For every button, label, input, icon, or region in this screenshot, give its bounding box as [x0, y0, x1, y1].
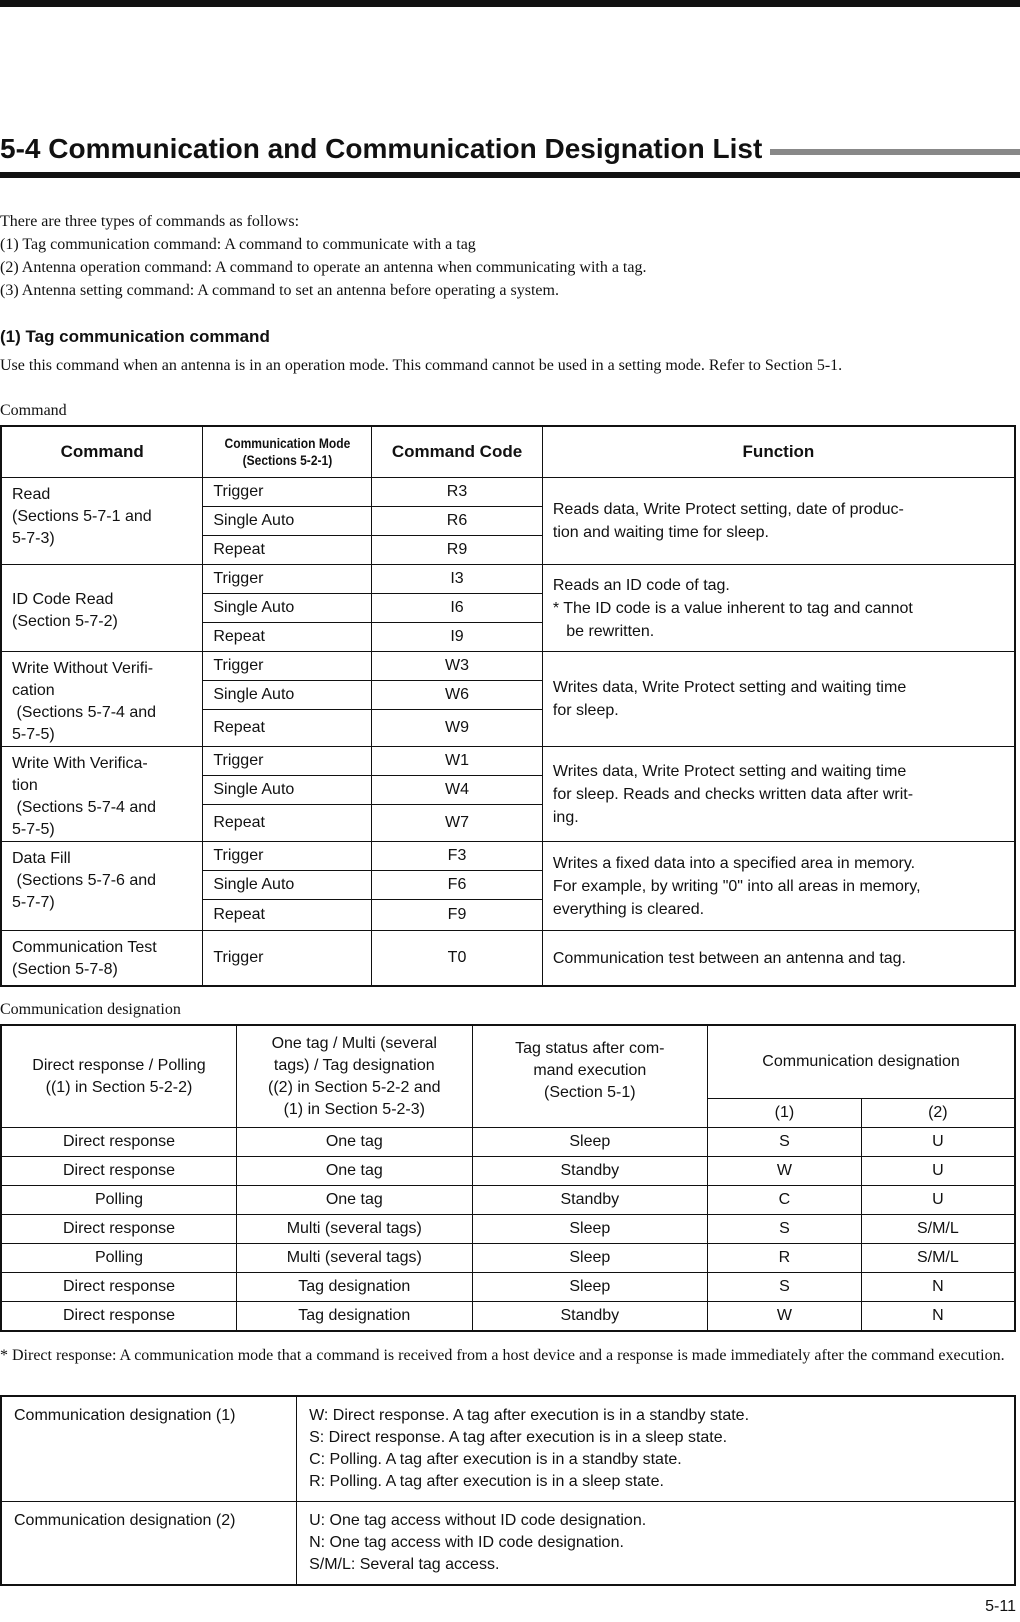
- code-cell: R6: [372, 507, 543, 536]
- code-cell: T0: [372, 931, 543, 987]
- command-name-cell: [1, 747, 203, 842]
- command-line: 5-7-7): [12, 894, 55, 911]
- table-cell: U: [861, 1157, 1015, 1186]
- command-name-cell: [1, 652, 203, 747]
- mode-cell: Repeat: [203, 710, 372, 747]
- command-line: Write With Verifica-: [12, 755, 148, 772]
- command-name-cell: [1, 842, 203, 931]
- legend-line: C: Polling. A tag after execution is in a standby state.: [309, 1451, 682, 1468]
- command-line: Data Fill: [12, 850, 71, 867]
- header-line: One tag / Multi (several: [271, 1034, 437, 1052]
- command-table: [0, 425, 1016, 987]
- legend-description: [297, 1396, 1015, 1502]
- table-cell: Direct response: [1, 1128, 237, 1157]
- table-cell: One tag: [237, 1157, 473, 1186]
- mode-cell: Repeat: [203, 900, 372, 931]
- mode-cell: Trigger: [203, 478, 372, 507]
- table-cell: Sleep: [472, 1244, 708, 1273]
- function-cell: [542, 842, 1015, 931]
- function-line: Writes data, Write Protect setting and waiting time: [552, 679, 907, 696]
- header-tag-type: [237, 1025, 473, 1128]
- header-mode-line: Communication Mode: [224, 435, 351, 451]
- table-row: [1, 478, 1015, 507]
- command-name-cell: [1, 565, 203, 652]
- table-row: [1, 1215, 1015, 1244]
- table-cell: Sleep: [472, 1215, 708, 1244]
- code-cell: R3: [372, 478, 543, 507]
- command-line: (Sections 5-7-1 and: [12, 508, 152, 525]
- table-cell: S/M/L: [861, 1244, 1015, 1273]
- function-line: ing.: [552, 808, 579, 826]
- intro-line: There are three types of commands as follows:: [0, 213, 300, 230]
- legend-line: S/M/L: Several tag access.: [309, 1556, 500, 1573]
- command-line: (Sections 5-7-6 and: [12, 872, 157, 889]
- code-cell: R9: [372, 536, 543, 565]
- page-number: 5-11: [985, 1598, 1016, 1615]
- function-line: tion and waiting time for sleep.: [552, 524, 769, 541]
- code-cell: F9: [372, 900, 543, 931]
- command-line: 5-7-3): [12, 530, 55, 547]
- section-heading: [0, 131, 1020, 167]
- table-cell: Polling: [1, 1244, 237, 1273]
- table-header-row: [1, 1025, 1015, 1099]
- mode-cell: Trigger: [203, 652, 372, 681]
- header-command-code: Command Code: [372, 426, 543, 478]
- table-cell: N: [861, 1302, 1015, 1332]
- table-row: [1, 565, 1015, 594]
- table-cell: C: [708, 1186, 862, 1215]
- header-line: tags) / Tag designation: [273, 1056, 435, 1074]
- header-line: (Section 5-1): [544, 1084, 636, 1101]
- header-designation-2: (2): [861, 1099, 1015, 1128]
- header-direct-polling: [1, 1025, 237, 1128]
- table-cell: Polling: [1, 1186, 237, 1215]
- table-cell: S/M/L: [861, 1215, 1015, 1244]
- designation-table-caption: Communication designation: [0, 1001, 181, 1018]
- table-row: [1, 1502, 1015, 1586]
- table-cell: Multi (several tags): [237, 1244, 473, 1273]
- table-cell: Tag designation: [237, 1273, 473, 1302]
- mode-cell: Single Auto: [203, 871, 372, 900]
- table-cell: Direct response: [1, 1273, 237, 1302]
- header-command: Command: [1, 426, 203, 478]
- command-line: 5-7-5): [12, 821, 55, 838]
- table-cell: One tag: [237, 1128, 473, 1157]
- function-cell: [542, 652, 1015, 747]
- table-row: [1, 1128, 1015, 1157]
- command-name-cell: [1, 478, 203, 565]
- legend-description: [297, 1502, 1015, 1586]
- header-line: Direct response / Polling: [32, 1056, 206, 1074]
- function-line: Writes data, Write Protect setting and waiting time: [552, 762, 907, 780]
- table-row: [1, 652, 1015, 681]
- legend-line: U: One tag access without ID code designation.: [309, 1512, 647, 1529]
- footnote: * Direct response: A communication mode that a command is received from a host device and a response is made immediately after the command execution.: [0, 1347, 1005, 1364]
- function-line: Writes a fixed data into a specified area in memory.: [552, 854, 916, 872]
- function-line: For example, by writing "0" into all areas in memory,: [552, 877, 921, 895]
- code-cell: I3: [372, 565, 543, 594]
- code-cell: F3: [372, 842, 543, 871]
- command-line: cation: [12, 682, 55, 699]
- subsection-title: (1) Tag communication command: [0, 327, 270, 346]
- mode-cell: Repeat: [203, 805, 372, 842]
- mode-cell: Trigger: [203, 842, 372, 871]
- table-cell: S: [708, 1215, 862, 1244]
- command-table-caption: Command: [0, 402, 67, 419]
- table-cell: U: [861, 1128, 1015, 1157]
- table-cell: Standby: [472, 1302, 708, 1332]
- table-cell: Multi (several tags): [237, 1215, 473, 1244]
- legend-label: Communication designation (2): [1, 1502, 297, 1586]
- function-line: everything is cleared.: [552, 900, 705, 918]
- table-row: [1, 931, 1015, 987]
- legend-line: W: Direct response. A tag after execution is in a standby state.: [309, 1407, 750, 1424]
- table-row: [1, 1186, 1015, 1215]
- mode-cell: Repeat: [203, 536, 372, 565]
- code-cell: I6: [372, 594, 543, 623]
- table-row: [1, 1273, 1015, 1302]
- function-line: Reads data, Write Protect setting, date of produc-: [552, 501, 904, 518]
- designation-legend-table: [0, 1395, 1016, 1586]
- table-row: [1, 747, 1015, 776]
- command-line: Read: [12, 486, 51, 503]
- code-cell: W1: [372, 747, 543, 776]
- header-communication-designation: Communication designation: [708, 1025, 1015, 1099]
- page-title: 5-4 Communication and Communication Designation List: [0, 131, 770, 167]
- table-row: [1, 842, 1015, 871]
- function-line: for sleep. Reads and checks written data after writ-: [552, 785, 914, 803]
- intro: [0, 210, 1020, 302]
- legend-line: R: Polling. A tag after execution is in a sleep state.: [309, 1473, 664, 1490]
- mode-cell: Single Auto: [203, 681, 372, 710]
- code-cell: F6: [372, 871, 543, 900]
- subsection-description: Use this command when an antenna is in an operation mode. This command cannot be used in a setting mode. Refer to Section 5-1.: [0, 357, 843, 374]
- header-line: ((1) in Section 5-2-2): [45, 1078, 193, 1096]
- intro-line: (1) Tag communication command: A command to communicate with a tag: [0, 236, 476, 253]
- table-cell: Direct response: [1, 1157, 237, 1186]
- command-line: Write Without Verifi-: [12, 660, 154, 677]
- command-line: ID Code Read: [12, 591, 114, 608]
- table-cell: U: [861, 1186, 1015, 1215]
- command-line: (Section 5-7-8): [12, 961, 118, 978]
- legend-label: Communication designation (1): [1, 1396, 297, 1502]
- header-line: mand execution: [533, 1062, 647, 1079]
- designation-table: [0, 1024, 1016, 1332]
- command-line: (Sections 5-7-4 and: [12, 704, 157, 721]
- table-cell: Direct response: [1, 1302, 237, 1332]
- table-cell: Direct response: [1, 1215, 237, 1244]
- table-header-row: [1, 426, 1015, 478]
- table-cell: Sleep: [472, 1273, 708, 1302]
- mode-cell: Trigger: [203, 931, 372, 987]
- header-mode-line: (Sections 5-2-1): [242, 452, 333, 468]
- legend-line: S: Direct response. A tag after execution is in a sleep state.: [309, 1429, 728, 1446]
- function-line: be rewritten.: [552, 622, 655, 640]
- code-cell: W4: [372, 776, 543, 805]
- intro-line: (2) Antenna operation command: A command to operate an antenna when communicating with a tag.: [0, 259, 647, 276]
- function-cell: [542, 747, 1015, 842]
- function-line: * The ID code is a value inherent to tag and cannot: [552, 599, 913, 617]
- table-row: [1, 1396, 1015, 1502]
- command-name-cell: [1, 931, 203, 987]
- mode-cell: Repeat: [203, 623, 372, 652]
- code-cell: W7: [372, 805, 543, 842]
- table-cell: S: [708, 1128, 862, 1157]
- table-cell: S: [708, 1273, 862, 1302]
- header-tag-status: [472, 1025, 708, 1128]
- mode-cell: Single Auto: [203, 776, 372, 805]
- legend-line: N: One tag access with ID code designation.: [309, 1534, 624, 1551]
- header-line: ((2) in Section 5-2-2 and: [268, 1078, 441, 1096]
- function-line: Reads an ID code of tag.: [552, 576, 730, 594]
- command-line: Communication Test: [12, 939, 157, 956]
- command-line: (Sections 5-7-4 and: [12, 799, 157, 816]
- function-line: for sleep.: [552, 702, 619, 719]
- code-cell: W6: [372, 681, 543, 710]
- table-cell: Standby: [472, 1157, 708, 1186]
- mode-cell: Trigger: [203, 747, 372, 776]
- table-cell: R: [708, 1244, 862, 1273]
- table-row: [1, 1302, 1015, 1332]
- command-line: tion: [12, 777, 38, 794]
- table-row: [1, 1244, 1015, 1273]
- table-cell: W: [708, 1302, 862, 1332]
- table-cell: Tag designation: [237, 1302, 473, 1332]
- header-function: Function: [542, 426, 1015, 478]
- header-line: Tag status after com-: [515, 1040, 665, 1057]
- table-cell: W: [708, 1157, 862, 1186]
- mode-cell: Single Auto: [203, 594, 372, 623]
- table-cell: Standby: [472, 1186, 708, 1215]
- function-cell: [542, 565, 1015, 652]
- code-cell: W9: [372, 710, 543, 747]
- function-cell: Communication test between an antenna and tag.: [542, 931, 1015, 987]
- command-line: 5-7-5): [12, 726, 55, 743]
- table-cell: One tag: [237, 1186, 473, 1215]
- table-cell: Sleep: [472, 1128, 708, 1157]
- code-cell: I9: [372, 623, 543, 652]
- table-cell: N: [861, 1273, 1015, 1302]
- header-communication-mode: [215, 426, 360, 478]
- mode-cell: Trigger: [203, 565, 372, 594]
- header-designation-1: (1): [708, 1099, 862, 1128]
- mode-cell: Single Auto: [203, 507, 372, 536]
- intro-line: (3) Antenna setting command: A command to set an antenna before operating a system.: [0, 282, 559, 299]
- top-rule: [0, 0, 1020, 7]
- heading-rule: [0, 172, 1020, 178]
- table-row: [1, 1157, 1015, 1186]
- function-cell: [542, 478, 1015, 565]
- command-line: (Section 5-7-2): [12, 613, 118, 630]
- header-line: (1) in Section 5-2-3): [283, 1100, 425, 1118]
- code-cell: W3: [372, 652, 543, 681]
